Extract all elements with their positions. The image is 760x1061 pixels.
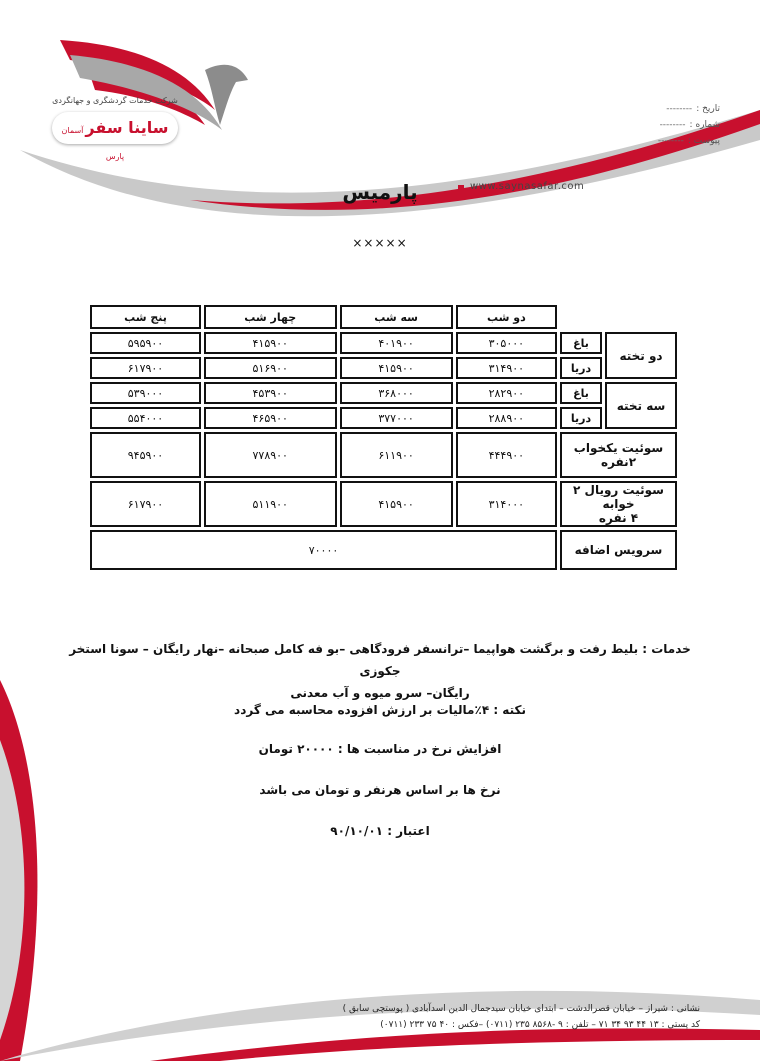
price-cell: ۳۷۷۰۰۰	[340, 407, 453, 429]
price-cell: ۳۰۵۰۰۰	[456, 332, 557, 354]
price-cell: ۳۶۸۰۰۰	[340, 382, 453, 404]
tax-note: نکته : ۴٪مالیات بر ارزش افزوده محاسبه می گردد	[234, 703, 526, 717]
table-row	[90, 357, 677, 379]
services-note	[60, 638, 700, 704]
extra-service-label: سرویس اضافه	[560, 530, 677, 570]
brand-name: ساینا سفر	[85, 118, 169, 137]
price-cell: ۴۴۴۹۰۰	[456, 432, 557, 478]
price-cell: ۵۹۵۹۰۰	[90, 332, 201, 354]
column-header: چهار شب	[204, 305, 337, 329]
basis-note: نرخ ها بر اساس هرنفر و تومان می باشد	[259, 783, 501, 797]
view-label: دریا	[560, 357, 602, 379]
room-label-line1: سوئیت یکخواب	[573, 441, 664, 455]
column-header: پنج شب	[90, 305, 201, 329]
column-header: دو شب	[456, 305, 557, 329]
price-cell: ۳۱۴۰۰۰	[456, 481, 557, 527]
room-label	[560, 432, 677, 478]
services-line1: خدمات : بلیط رفت و برگشت هواپیما –ترانسفر فرودگاهی –بو فه کامل صبحانه –نهار رایگان – سونا استخر جکوزی	[69, 642, 691, 678]
view-label: باغ	[560, 332, 602, 354]
price-cell: ۵۳۹۰۰۰	[90, 382, 201, 404]
rates-table	[87, 302, 680, 573]
table-header-row	[90, 305, 677, 329]
brand-slogan: آسمان پارس	[61, 126, 125, 161]
room-label-line2: ۲نفره	[600, 455, 637, 469]
services-line2: رایگان– سرو میوه و آب معدنی	[290, 686, 470, 700]
price-cell: ۲۸۸۹۰۰	[456, 407, 557, 429]
brand-logo	[52, 112, 178, 161]
validity-note: اعتبار : ۹۰/۱۰/۰۱	[330, 824, 430, 838]
table-row	[90, 432, 677, 478]
date-label: تاریخ :	[696, 104, 720, 114]
price-cell: ۹۴۵۹۰۰	[90, 432, 201, 478]
date-blank: --------	[666, 104, 693, 114]
price-cell: ۶۱۷۹۰۰	[90, 357, 201, 379]
room-label	[560, 481, 677, 527]
room-label: سه تخته	[605, 382, 677, 429]
hotel-name: پارمیس	[342, 180, 418, 204]
room-label: دو تخته	[605, 332, 677, 379]
price-cell: ۵۵۴۰۰۰	[90, 407, 201, 429]
price-cell: ۶۱۱۹۰۰	[340, 432, 453, 478]
price-cell: ۴۱۵۹۰۰	[204, 332, 337, 354]
table-row	[90, 382, 677, 404]
website-link[interactable]: www.saynasafar.com	[470, 181, 585, 192]
price-cell: ۴۵۳۹۰۰	[204, 382, 337, 404]
price-cell: ۴۶۵۹۰۰	[204, 407, 337, 429]
brand-tagline: شرکت خدمات گردشگری و جهانگردی	[52, 96, 178, 105]
price-cell: ۷۷۸۹۰۰	[204, 432, 337, 478]
footer-contact: کد پستی : ۱۳ ۴۴ ۹۳ ۳۴ ۷۱ – تلفن : ۹ -۸۵۶۸ ۲۳۵ (۰۷۱۱) –فکس : ۴۰ ۷۵ ۲۳۳ (۰۷۱۱)	[380, 1020, 700, 1030]
room-label-line2: ۴ نفره	[598, 511, 639, 525]
price-cell: ۴۱۵۹۰۰	[340, 357, 453, 379]
extra-service-price: ۷۰۰۰۰	[90, 530, 557, 570]
view-label: باغ	[560, 382, 602, 404]
view-label: دریا	[560, 407, 602, 429]
footer-address: نشانی : شیراز – خیابان قصرالدشت – ابتدای خیابان سیدجمال الدین اسدآبادی ( پوستچی سابق )	[342, 1004, 700, 1014]
number-field	[600, 120, 720, 130]
bottom-red-swoosh	[150, 1028, 760, 1061]
increase-note: افزایش نرخ در مناسبت ها : ۲۰۰۰۰ تومان	[258, 742, 502, 756]
room-label-line1: سوئیت رویال ۲ خوابه	[573, 483, 664, 511]
price-cell: ۳۱۴۹۰۰	[456, 357, 557, 379]
number-blank: --------	[659, 120, 686, 130]
number-label: شماره :	[689, 120, 720, 130]
table-row	[90, 530, 677, 570]
price-cell: ۵۱۱۹۰۰	[204, 481, 337, 527]
price-cell: ۵۱۶۹۰۰	[204, 357, 337, 379]
website-bullet-icon	[458, 185, 464, 191]
table-row	[90, 407, 677, 429]
table-row	[90, 481, 677, 527]
price-cell: ۶۱۷۹۰۰	[90, 481, 201, 527]
table-row	[90, 332, 677, 354]
column-header: سه شب	[340, 305, 453, 329]
date-field	[600, 104, 720, 114]
price-cell: ۴۱۵۹۰۰	[340, 481, 453, 527]
price-cell: ۲۸۲۹۰۰	[456, 382, 557, 404]
attachment-field	[600, 136, 720, 146]
attachment-blank: --------	[657, 136, 684, 146]
hotel-stars: ×××××	[352, 236, 408, 250]
attachment-label: پیوست :	[687, 136, 720, 146]
price-cell: ۴۰۱۹۰۰	[340, 332, 453, 354]
